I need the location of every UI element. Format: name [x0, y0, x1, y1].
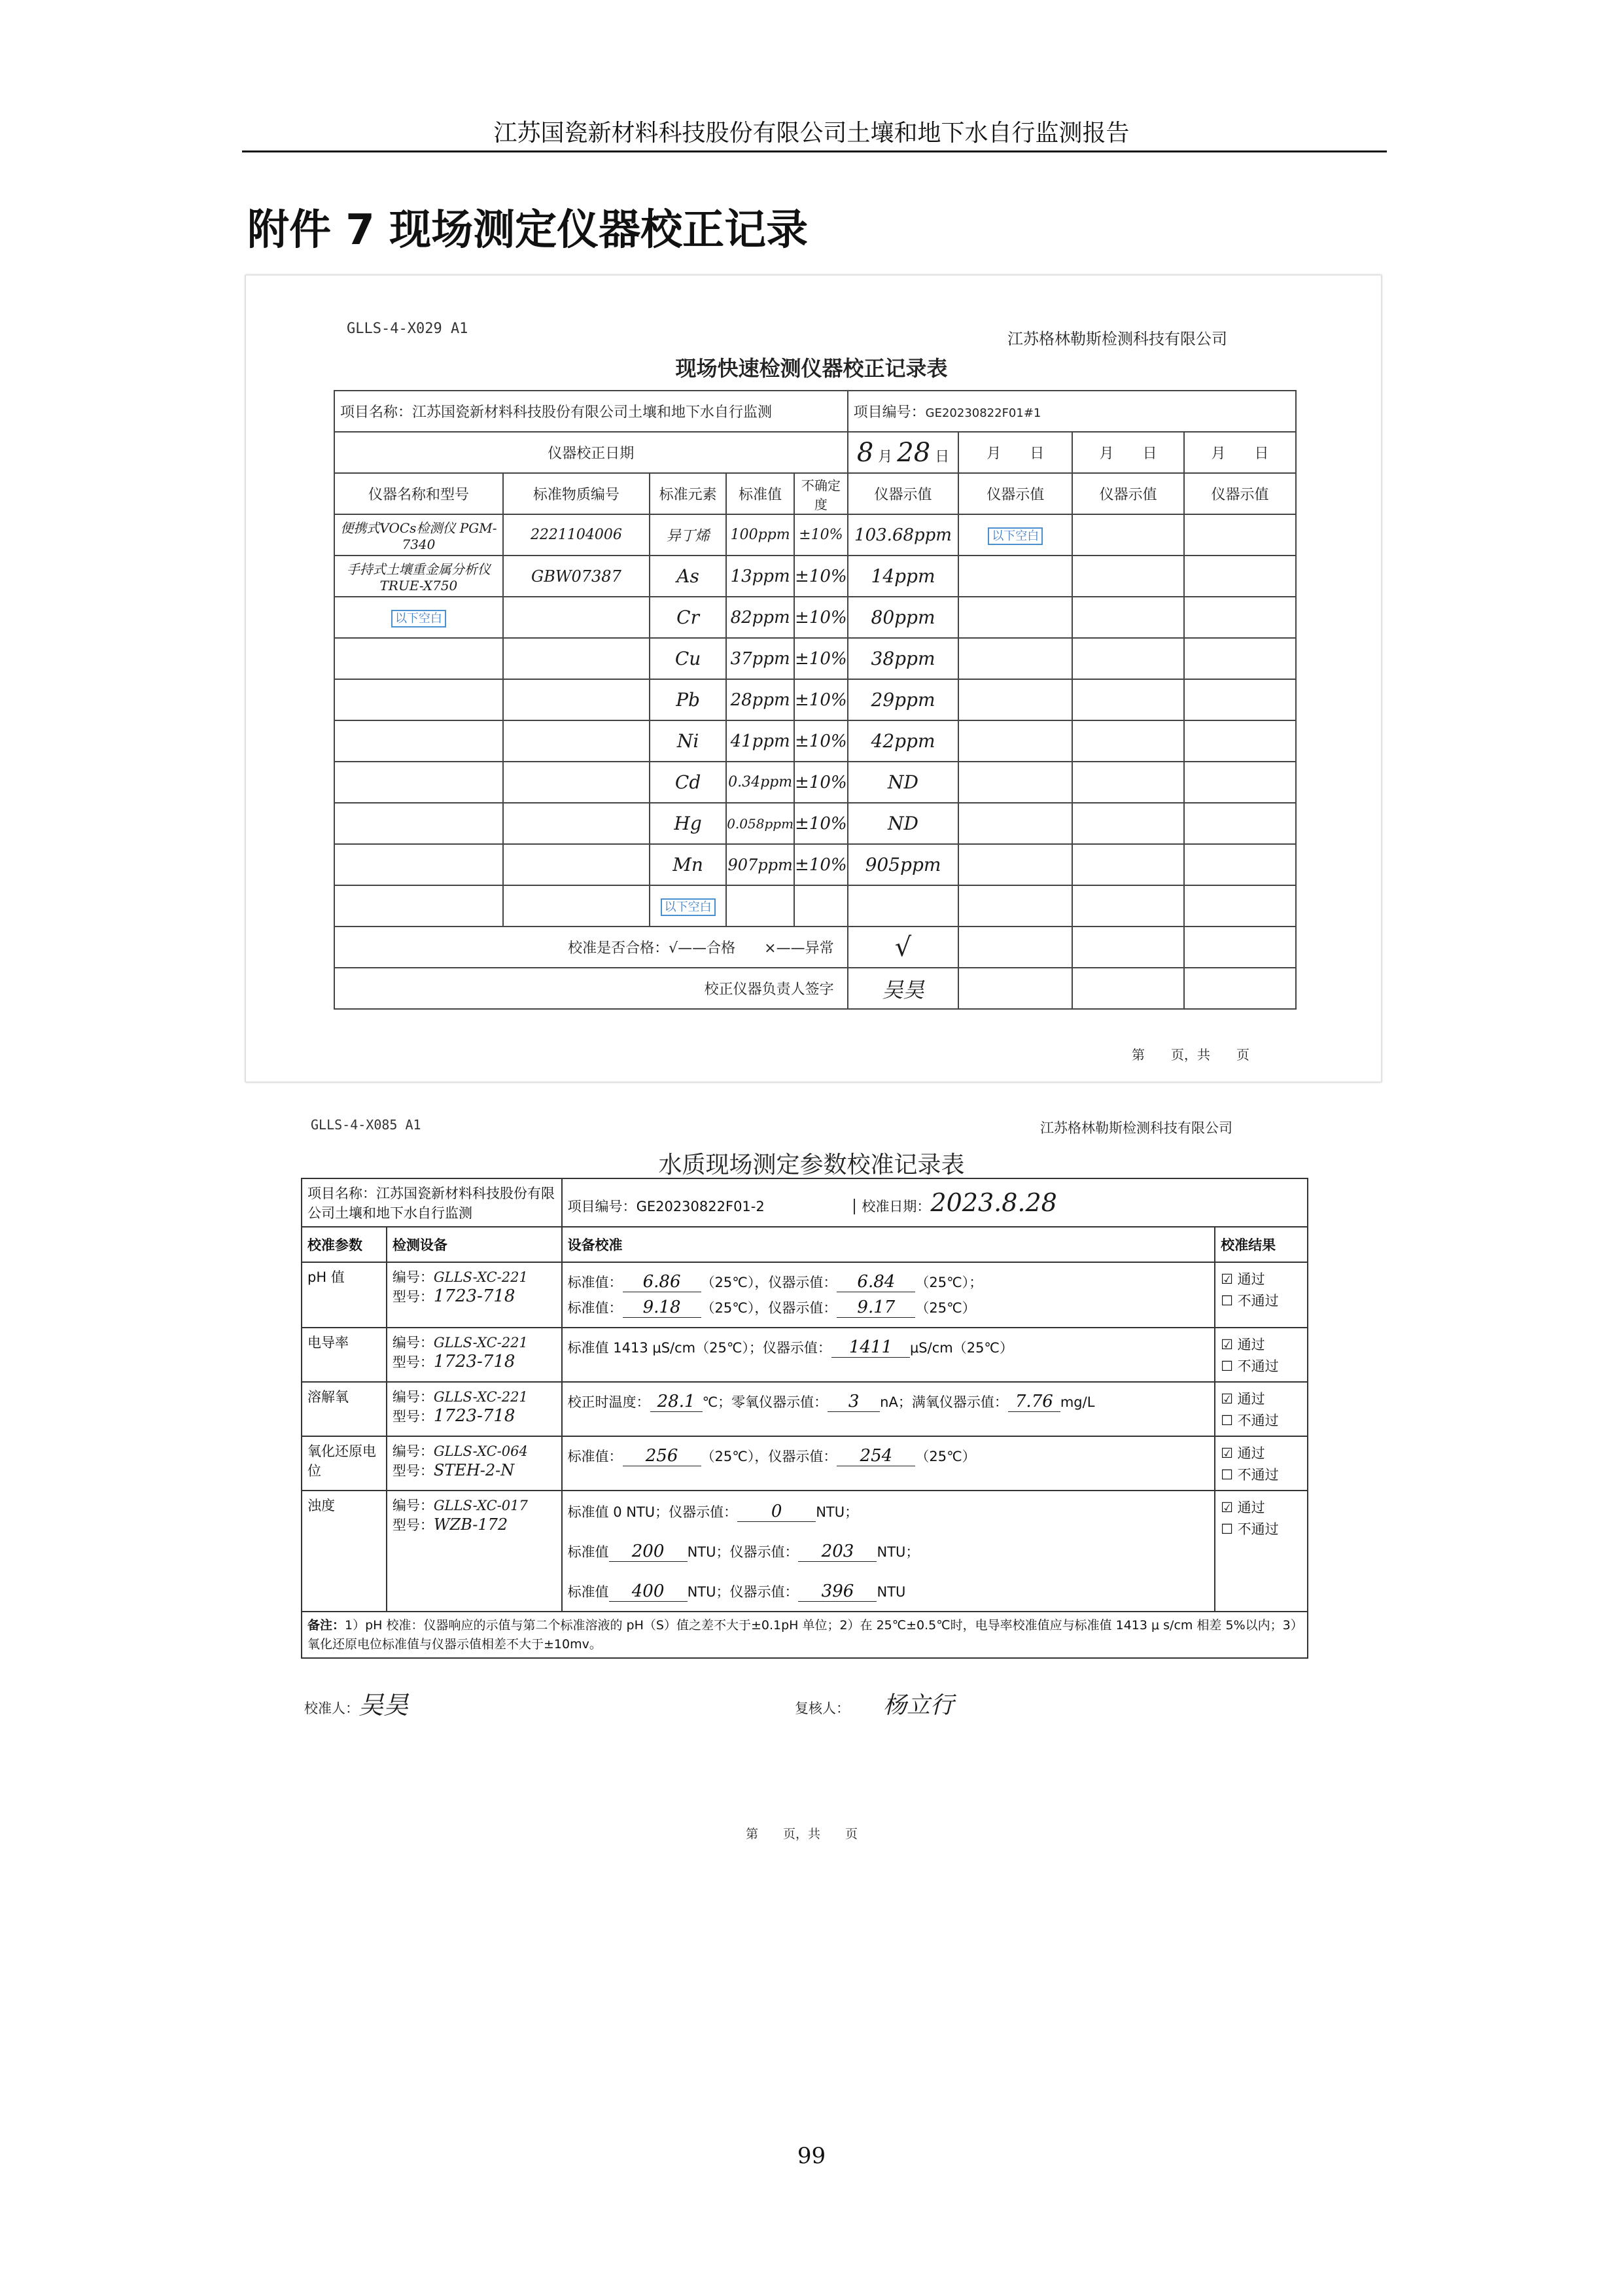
empty-cell: [1184, 968, 1296, 1009]
empty-cell: [1184, 514, 1296, 556]
project-name-label: 项目名称：: [340, 404, 413, 421]
ntu-label: NTU；: [877, 1544, 920, 1560]
empty-cell: [848, 885, 959, 927]
empty-cell: [1184, 762, 1296, 803]
col-reading-3: 仪器示值: [1072, 473, 1184, 514]
empty-cell: [1184, 638, 1296, 679]
temp-label: （25℃）: [915, 1300, 976, 1316]
empty-cell: [1184, 720, 1296, 762]
form1-company: 江苏格林勒斯检测科技有限公司: [1007, 330, 1227, 348]
element: Cd: [650, 762, 726, 803]
report-header: 江苏国瓷新材料科技股份有限公司土壤和地下水自行监测报告: [493, 120, 1130, 147]
pass-label: 通过: [1237, 1337, 1265, 1352]
element: Mn: [650, 844, 726, 885]
empty-cell: [334, 720, 503, 762]
pass-label: 通过: [1237, 1271, 1265, 1287]
signer-label: 校正仪器负责人签字: [334, 968, 848, 1009]
reviewer-signature: 杨立行: [883, 1692, 954, 1719]
std-value: 13ppm: [726, 556, 794, 597]
reading: 103.68ppm: [848, 514, 959, 556]
uncertainty: ±10%: [794, 638, 848, 679]
pass-label: 通过: [1237, 1500, 1265, 1515]
model-label: 型号：: [392, 1517, 434, 1533]
empty-cell: [726, 885, 794, 927]
reading: 38ppm: [848, 638, 959, 679]
pass-option[interactable]: ☑ 通过: [1221, 1337, 1265, 1352]
std-value: 82ppm: [726, 597, 794, 638]
uncertainty: ±10%: [794, 803, 848, 844]
element: Cu: [650, 638, 726, 679]
empty-cell: [794, 885, 848, 927]
table-row: [334, 597, 1296, 638]
note-cell: [302, 1612, 1308, 1658]
empty-cell: [958, 720, 1072, 762]
form1-project-name-cell: [334, 391, 848, 432]
do-temp-label: 校正时温度：: [567, 1394, 650, 1410]
uncertainty: ±10%: [794, 720, 848, 762]
empty-cell: [958, 638, 1072, 679]
pass-label: 校准是否合格：√——合格 ×——异常: [334, 927, 848, 968]
uncertainty: ±10%: [794, 597, 848, 638]
equip-model: 1723-718: [433, 1352, 515, 1371]
blank-stamp: 以下空白: [661, 898, 716, 916]
date-3: 月 日: [1072, 432, 1184, 473]
form2-footer: 第 页，共 页: [746, 1827, 858, 1841]
table-row: [334, 720, 1296, 762]
reading: ND: [848, 762, 959, 803]
cal-cond: [562, 1328, 1215, 1382]
date-1: [848, 432, 959, 473]
uncertainty: ±10%: [794, 762, 848, 803]
cond-text: 标准值 1413 μS/cm（25℃）；仪器示值：: [567, 1340, 831, 1356]
std-value: 100ppm: [726, 514, 794, 556]
do-temp-unit: ℃；零氧仪器示值：: [702, 1394, 828, 1410]
turb-std-label: 标准值: [567, 1544, 609, 1560]
empty-cell: [1072, 968, 1184, 1009]
empty-cell: [503, 844, 650, 885]
pass-option[interactable]: ☑ 通过: [1221, 1500, 1265, 1515]
turb-read-1: 0: [737, 1502, 816, 1522]
empty-cell: [1184, 844, 1296, 885]
do-full-unit: mg/L: [1060, 1394, 1095, 1410]
turb-std-3: 400: [609, 1581, 688, 1602]
fail-option[interactable]: ☐ 不通过: [1221, 1358, 1279, 1374]
empty-cell: [1072, 720, 1184, 762]
col-element: 标准元素: [650, 473, 726, 514]
form2-project-name-cell: [302, 1178, 562, 1227]
element: Hg: [650, 803, 726, 844]
cond-read: 1411: [831, 1337, 910, 1358]
param-cond: 电导率: [302, 1328, 387, 1382]
table-row: [302, 1382, 1308, 1436]
turb-line1: 标准值 0 NTU；仪器示值：: [567, 1504, 738, 1520]
project-name: 江苏国瓷新材料科技股份有限公司土壤和地下水自行监测: [412, 404, 773, 421]
turb-std-2: 200: [609, 1542, 688, 1562]
pass-label: 通过: [1237, 1391, 1265, 1407]
empty-cell: [334, 885, 503, 927]
project-name-label: 项目名称：: [307, 1186, 376, 1201]
empty-cell: [1072, 885, 1184, 927]
pass-option[interactable]: ☑ 通过: [1221, 1391, 1265, 1407]
empty-cell: [958, 556, 1072, 597]
result-cond: [1215, 1328, 1308, 1382]
std-value: 41ppm: [726, 720, 794, 762]
form2-company: 江苏格林勒斯检测科技有限公司: [1040, 1120, 1232, 1136]
form1-code: GLLS-4-X029 A1: [347, 321, 468, 337]
empty-cell: [334, 638, 503, 679]
blank-stamp: 以下空白: [988, 527, 1043, 545]
pass-option[interactable]: ☑ 通过: [1221, 1271, 1265, 1287]
reading-label: 仪器示值：: [768, 1300, 837, 1316]
param-turb: 浊度: [302, 1491, 387, 1612]
code-label: 编号：: [392, 1335, 434, 1351]
std-value: 0.058ppm: [726, 803, 794, 844]
temp-label: （25℃）: [915, 1275, 969, 1290]
note-label: 备注：: [307, 1618, 345, 1633]
table-row: [302, 1436, 1308, 1491]
col-ref-no: 标准物质编号: [503, 473, 650, 514]
empty-cell: [958, 803, 1072, 844]
table-row: [334, 803, 1296, 844]
do-zero-unit: nA；满氧仪器示值：: [880, 1394, 1008, 1410]
empty-cell: [503, 720, 650, 762]
table-row: [334, 514, 1296, 556]
uncertainty: ±10%: [794, 514, 848, 556]
std-value: 37ppm: [726, 638, 794, 679]
instrument-1: 便携式VOCs检测仪 PGM-7340: [334, 514, 503, 556]
header-rule: [242, 150, 1387, 152]
form1-footer: 第 页，共 页: [1132, 1047, 1249, 1063]
form1-title: 现场快速检测仪器校正记录表: [675, 356, 948, 381]
code-label: 编号：: [392, 1269, 434, 1285]
equip-do: [387, 1382, 562, 1436]
empty-cell: [503, 885, 650, 927]
date-2: 月 日: [958, 432, 1072, 473]
table-row: [334, 679, 1296, 720]
empty-cell: [958, 885, 1072, 927]
signer-signature: 吴昊: [848, 968, 959, 1009]
table-row: [334, 844, 1296, 885]
empty-cell: [1184, 679, 1296, 720]
stamp-cell: [650, 885, 726, 927]
table-row: [334, 885, 1296, 927]
ref-no-1: 2221104006: [503, 514, 650, 556]
cal-date: 2023.8.28: [930, 1188, 1057, 1217]
empty-cell: [503, 762, 650, 803]
element: 异丁烯: [650, 514, 726, 556]
cal-ph: 标准值： 6.86 （25℃），仪器示值： 6.84 （25℃）； 标准值： 9.18 （25℃），仪器示值： 9.17 （25℃）: [562, 1262, 1215, 1328]
reviewer-label: 复核人：: [795, 1701, 850, 1716]
model-label: 型号：: [392, 1289, 434, 1305]
result-do: [1215, 1382, 1308, 1436]
do-full: 7.76: [1008, 1392, 1060, 1412]
calibrator-label: 校准人：: [304, 1701, 359, 1716]
table-row: [302, 1328, 1308, 1382]
form2-title: 水质现场测定参数校准记录表: [658, 1152, 965, 1178]
std-label: 标准值：: [567, 1275, 623, 1290]
col-equipment: 检测设备: [387, 1227, 562, 1262]
col-param: 校准参数: [302, 1227, 387, 1262]
reading: 80ppm: [848, 597, 959, 638]
temp-label: （25℃）: [701, 1275, 755, 1290]
empty-cell: [958, 762, 1072, 803]
col-uncertainty: 不确定度: [794, 473, 848, 514]
pass-option[interactable]: ☑ 通过: [1221, 1445, 1265, 1461]
fail-option[interactable]: ☐ 不通过: [1221, 1521, 1279, 1537]
empty-cell: [334, 803, 503, 844]
pass-mark: √: [848, 927, 959, 968]
table-row: [334, 556, 1296, 597]
reading-label: 仪器示值：: [768, 1275, 837, 1290]
empty-cell: [503, 679, 650, 720]
result-turb: [1215, 1491, 1308, 1612]
empty-cell: [958, 968, 1072, 1009]
turb-read-label: NTU；仪器示值：: [687, 1584, 799, 1600]
empty-cell: [503, 597, 650, 638]
code-label: 编号：: [392, 1443, 434, 1459]
element: Ni: [650, 720, 726, 762]
reading: ND: [848, 803, 959, 844]
col-reading-4: 仪器示值: [1184, 473, 1296, 514]
empty-cell: [1184, 803, 1296, 844]
empty-cell: [1184, 885, 1296, 927]
empty-cell: [1072, 844, 1184, 885]
equip-model: 1723-718: [433, 1286, 515, 1306]
empty-cell: [1072, 679, 1184, 720]
temp-label: （25℃）: [915, 1449, 976, 1464]
date-1-month: 8: [856, 437, 874, 468]
empty-cell: [1072, 638, 1184, 679]
table-row: [334, 762, 1296, 803]
empty-cell: [334, 762, 503, 803]
date-1-month-unit: 月: [878, 448, 893, 465]
ph-std-2: 9.18: [623, 1298, 701, 1318]
table-row: [302, 1262, 1308, 1328]
std-value: 0.34ppm: [726, 762, 794, 803]
ph-std-1: 6.86: [623, 1272, 701, 1292]
empty-cell: [1072, 927, 1184, 968]
stamp-cell: [334, 597, 503, 638]
std-label: 标准值：: [567, 1449, 623, 1464]
fail-label: 不通过: [1237, 1358, 1279, 1374]
turb-read-3: 396: [798, 1581, 877, 1602]
empty-cell: [958, 597, 1072, 638]
temp-label: （25℃）: [701, 1449, 755, 1464]
empty-cell: [1184, 597, 1296, 638]
std-label: 标准值：: [567, 1300, 623, 1316]
reading-label: 仪器示值：: [768, 1449, 837, 1464]
date-4: 月 日: [1184, 432, 1296, 473]
equip-code: GLLS-XC-064: [433, 1443, 528, 1459]
fail-option[interactable]: ☐ 不通过: [1221, 1293, 1279, 1309]
element: Cr: [650, 597, 726, 638]
form2-table: [301, 1178, 1308, 1659]
page-heading: 附件 7 现场测定仪器校正记录: [247, 206, 809, 255]
model-label: 型号：: [392, 1354, 434, 1370]
element: Pb: [650, 679, 726, 720]
result-ph: [1215, 1262, 1308, 1328]
model-label: 型号：: [392, 1463, 434, 1479]
empty-cell: [1184, 556, 1296, 597]
project-name: 江苏国瓷新材料科技股份有限公司土壤和地下水自行监测: [307, 1186, 555, 1221]
turb-read-2: 203: [798, 1542, 877, 1562]
equip-turb: [387, 1491, 562, 1612]
col-result: 校准结果: [1215, 1227, 1308, 1262]
form1-project-no-cell: [848, 391, 1296, 432]
equip-model: WZB-172: [433, 1515, 508, 1534]
uncertainty: ±10%: [794, 844, 848, 885]
col-calibration: 设备校准: [562, 1227, 1215, 1262]
equip-code: GLLS-XC-221: [433, 1335, 528, 1351]
fail-label: 不通过: [1237, 1293, 1279, 1309]
orp-read: 254: [837, 1446, 915, 1466]
empty-cell: [1184, 927, 1296, 968]
fail-label: 不通过: [1237, 1521, 1279, 1537]
form2-project-meta-cell: [562, 1178, 1308, 1227]
empty-cell: [334, 679, 503, 720]
equip-code: GLLS-XC-221: [433, 1389, 528, 1405]
element: As: [650, 556, 726, 597]
cal-do: [562, 1382, 1215, 1436]
ntu-label: NTU；: [816, 1504, 859, 1520]
equip-model: STEH-2-N: [433, 1461, 515, 1479]
model-label: 型号：: [392, 1409, 434, 1424]
cal-orp: 标准值： 256 （25℃），仪器示值： 254 （25℃）: [562, 1436, 1215, 1491]
reading: 14ppm: [848, 556, 959, 597]
fail-option[interactable]: ☐ 不通过: [1221, 1413, 1279, 1428]
empty-cell: [1072, 514, 1184, 556]
param-ph: pH 值: [302, 1262, 387, 1328]
turb-std-label: 标准值: [567, 1584, 609, 1600]
equip-code: GLLS-XC-221: [433, 1269, 528, 1285]
code-label: 编号：: [392, 1389, 434, 1405]
param-do: 溶解氧: [302, 1382, 387, 1436]
blank-stamp: 以下空白: [391, 610, 446, 627]
empty-cell: [1072, 597, 1184, 638]
table-row: [302, 1491, 1308, 1612]
col-reading-1: 仪器示值: [848, 473, 959, 514]
col-reading-2: 仪器示值: [958, 473, 1072, 514]
reading: 29ppm: [848, 679, 959, 720]
equip-orp: [387, 1436, 562, 1491]
reading: 905ppm: [848, 844, 959, 885]
empty-cell: [503, 638, 650, 679]
empty-cell: [958, 927, 1072, 968]
empty-cell: [1072, 556, 1184, 597]
calibrator-signature: 吴昊: [358, 1691, 409, 1720]
project-no: GE20230822F01#1: [925, 406, 1041, 420]
fail-label: 不通过: [1237, 1413, 1279, 1428]
col-std-value: 标准值: [726, 473, 794, 514]
project-no-label: 项目编号：: [853, 404, 926, 421]
pass-label: 通过: [1237, 1445, 1265, 1461]
date-1-day: 28: [897, 437, 931, 468]
ref-no-2: GBW07387: [503, 556, 650, 597]
equip-code: GLLS-XC-017: [433, 1498, 528, 1513]
project-no: GE20230822F01-2: [636, 1199, 765, 1214]
orp-std: 256: [623, 1446, 701, 1466]
std-value: 907ppm: [726, 844, 794, 885]
fail-label: 不通过: [1237, 1467, 1279, 1483]
reading: 42ppm: [848, 720, 959, 762]
ph-read-1: 6.84: [837, 1272, 915, 1292]
table-row: [334, 638, 1296, 679]
date-1-day-unit: 日: [935, 448, 950, 465]
uncertainty: ±10%: [794, 556, 848, 597]
form2-code: GLLS-4-X085 A1: [311, 1117, 421, 1133]
equip-model: 1723-718: [433, 1406, 515, 1426]
std-value: 28ppm: [726, 679, 794, 720]
equip-cond: [387, 1328, 562, 1382]
note-text: 1）pH 校准：仪器响应的示值与第二个标准溶液的 pH（S）值之差不大于±0.1pH 单位；2）在 25℃±0.5℃时，电导率校准值应与标准值 1413 μ s/cm 相差 5%以内；3）氧化还原电位标准值与仪器示值相差不大于±10mv。: [307, 1618, 1297, 1651]
empty-cell: [334, 844, 503, 885]
cal-turb: [562, 1491, 1215, 1612]
code-label: 编号：: [392, 1498, 434, 1513]
date-label: 仪器校正日期: [334, 432, 848, 473]
param-orp: 氧化还原电位: [302, 1436, 387, 1491]
ntu-label: NTU: [877, 1584, 906, 1600]
result-orp: [1215, 1436, 1308, 1491]
do-temp: 28.1: [650, 1392, 703, 1412]
ph-read-2: 9.17: [837, 1298, 915, 1318]
do-zero: 3: [828, 1392, 880, 1412]
temp-label: （25℃）: [701, 1300, 755, 1316]
empty-cell: [1072, 762, 1184, 803]
project-no-label: 项目编号：: [567, 1199, 637, 1214]
fail-option[interactable]: ☐ 不通过: [1221, 1467, 1279, 1483]
cond-unit: μS/cm（25℃）: [909, 1340, 1014, 1356]
uncertainty: ±10%: [794, 679, 848, 720]
cal-date-label: 校准日期：: [854, 1199, 930, 1214]
equip-ph: [387, 1262, 562, 1328]
turb-read-label: NTU；仪器示值：: [687, 1544, 799, 1560]
form1-table: [334, 390, 1297, 1010]
instrument-2: 手持式土壤重金属分析仪 TRUE-X750: [334, 556, 503, 597]
empty-cell: [958, 679, 1072, 720]
empty-cell: [503, 803, 650, 844]
empty-cell: [958, 844, 1072, 885]
empty-cell: [1072, 803, 1184, 844]
page-number: 99: [797, 2143, 826, 2169]
stamp-cell: [958, 514, 1072, 556]
col-instrument: 仪器名称和型号: [334, 473, 503, 514]
